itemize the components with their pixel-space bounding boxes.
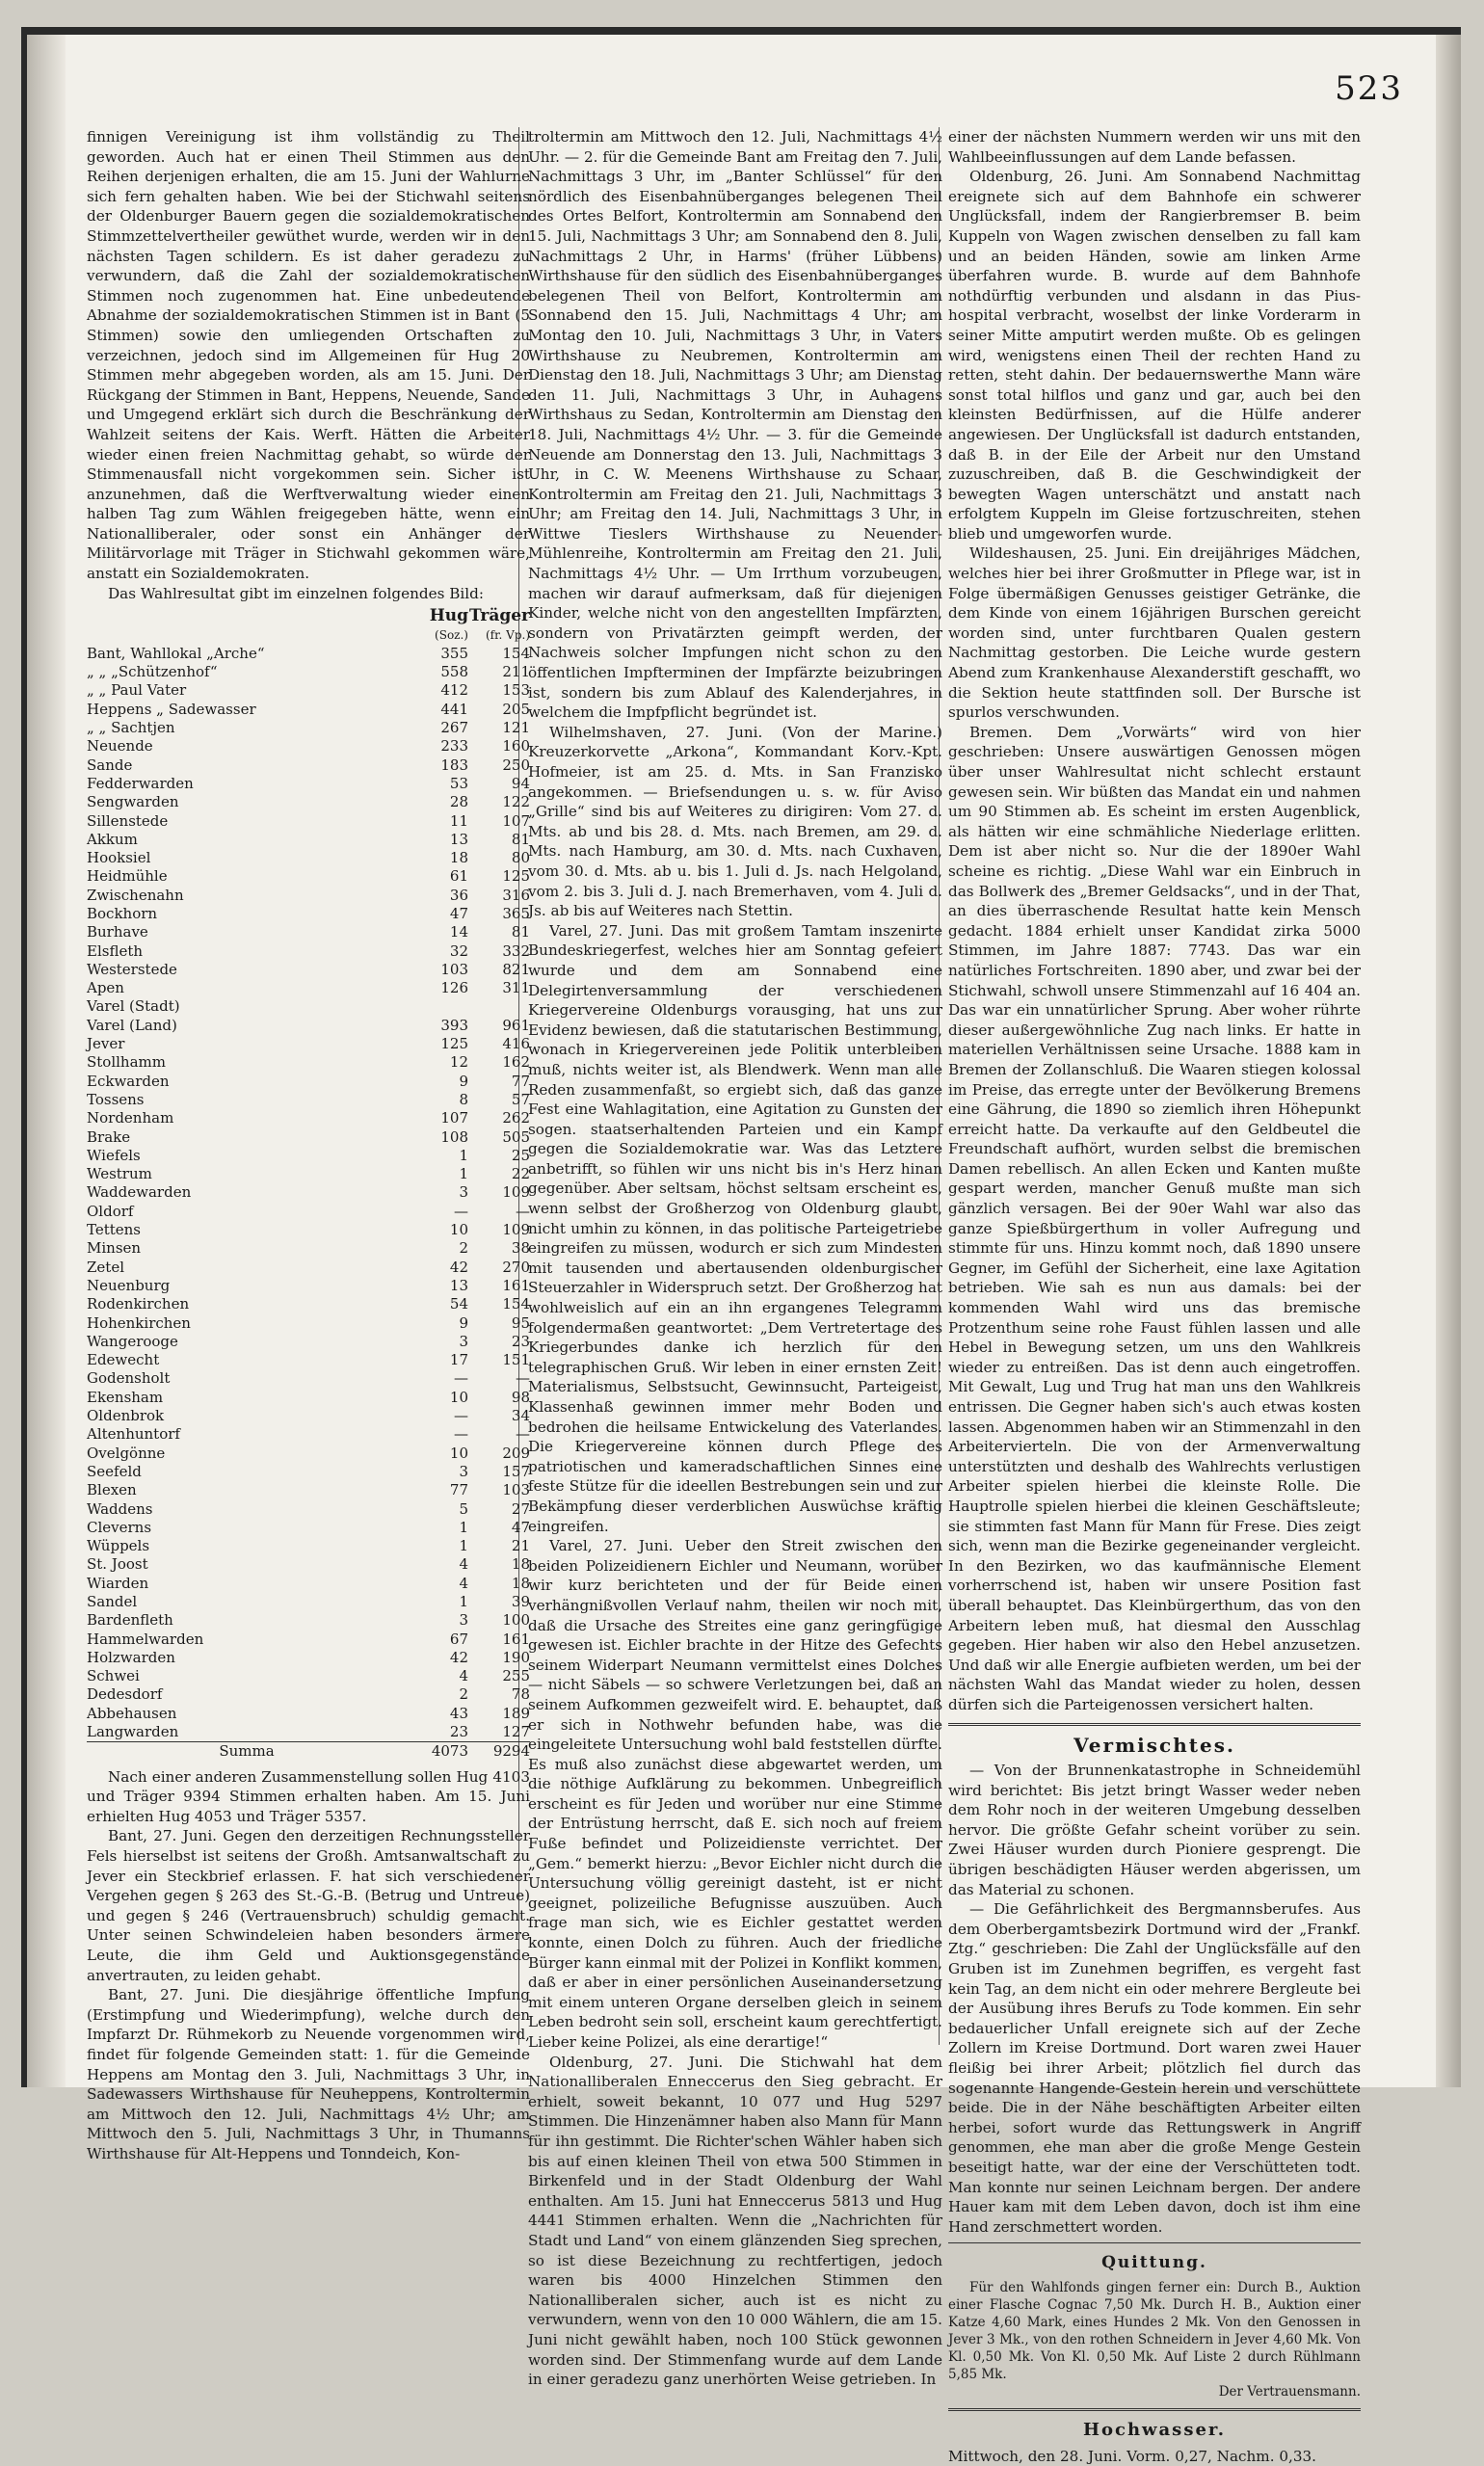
row-hug: 441 [440,700,468,718]
column-1 [87,127,530,2162]
row-hug: — [454,1369,468,1388]
table-row [87,1147,530,1165]
table-row [87,1351,530,1369]
section-divider [948,1723,1361,1726]
article-bergmann: — Die Gefährlichkeit des Bergmannsberufes. Aus dem Oberbergamtsbezirk Dortmund wird der „Frankf. Ztg.“ geschrieben: Die Zahl der Unglücksfälle auf den Gruben ist im Zunehmen begriffen, es vergeht fast kein Tag, an dem nicht ein oder mehrere Bergleute bei der Ausübung ihres Berufs zu Tode kommen. Ein sehr bedauerlicher Unfall ereignete sich auf der Zeche Zollern im Kreise Dortmund. Dort waren zwei Hauer fleißig bei ihrer Arbeit; plötzlich fiel durch das sogenannte Hangende-Gestein herein und verschüttete beide. Die in der Nähe beschäftigten Arbeiter eilten herbei, sofort wurde das Rettungswerk in Angriff genommen, ehe man aber die große Menge Gestein beseitigt hatte, war der eine der Verschütteten todt. Man konnte nur seinen Leichnam bergen. Der andere Hauer kam mit dem Leben davon, doch ist ihm eine Hand zerschmettert worden. [948,1900,1361,2236]
table-row [87,942,530,961]
table-row [87,1333,530,1351]
row-hug: 125 [440,1035,468,1053]
row-hug: 1 [459,1592,468,1610]
row-hug: — [454,1425,468,1444]
row-hug: 32 [449,941,468,960]
row-location: Varel (Stadt) [87,997,180,1016]
after-table-text: Nach einer anderen Zusammenstellung sollen Hug 4103 und Träger 9394 Stimmen erhalten haben. Am 15. Juni erhielten Hug 4053 und Träger 5357. [87,1767,530,1825]
col-traeger-sub: (fr. Vp.) [485,627,530,642]
row-traeger: 22 [511,1165,530,1183]
table-row [87,1631,530,1649]
table-row [87,1463,530,1481]
row-traeger: 57 [511,1090,530,1108]
table-row [87,923,530,941]
row-hug: 42 [449,1648,468,1666]
row-traeger: 255 [502,1667,530,1685]
row-location: Westrum [87,1165,152,1183]
table-row [87,1537,530,1555]
row-location: Apen [87,979,124,997]
row-hug: 107 [440,1109,468,1127]
row-hug: 67 [449,1630,468,1648]
row-location: Ovelgönne [87,1444,166,1462]
row-hug: 108 [440,1127,468,1146]
row-traeger: 154 [502,644,530,662]
row-location: Waddens [87,1499,153,1518]
row-traeger: 23 [511,1332,530,1350]
table-row [87,812,530,831]
row-traeger: 262 [502,1109,530,1127]
table-row [87,1500,530,1519]
table-row [87,1445,530,1463]
row-traeger: 821 [502,960,530,978]
row-location: Westerstede [87,960,177,978]
table-row [87,1017,530,1035]
row-location: Minsen [87,1239,142,1258]
table-row [87,1723,530,1742]
article-wildeshausen: Wildeshausen, 25. Juni. Ein dreijähriges Mädchen, welches hier bei ihrer Großmutter in Pflege war, ist in Folge übermäßigen Genusses geistiger Getränke, die dem Kinde von einem 16jährigen Burschen gereicht worden sind, unter furchtbaren Qualen gestern Nachmittag gestorben. Die Leiche wurde gestern Abend zum Krankenhause Alexanderstift geschafft, wo die Sektion heute stattfinden soll. Der Bursche ist spurlos verschwunden. [948,544,1361,722]
row-hug: — [454,1407,468,1425]
sum-row [87,1742,530,1762]
row-hug: 23 [449,1723,468,1741]
row-hug: 2 [459,1239,468,1258]
row-traeger: 109 [502,1221,530,1239]
row-traeger: 270 [502,1258,530,1276]
row-hug: — [454,1202,468,1220]
row-location: Godensholt [87,1369,171,1388]
table-row [87,1295,530,1313]
row-location: St. Joost [87,1555,148,1574]
table-row [87,849,530,867]
row-location: Jever [87,1035,125,1053]
row-traeger: 209 [502,1444,530,1462]
row-traeger: 38 [511,1239,530,1258]
row-traeger: 21 [511,1537,530,1555]
article-impfung-cont: troltermin am Mittwoch den 12. Juli, Nachmittags 4½ Uhr. — 2. für die Gemeinde Bant am Freitag den 7. Juli, Nachmittags 3 Uhr, im „Banter Schlüssel“ für den nördlich des Eisenbahnüberganges belegenen Theil des Ortes Belfort, Kontroltermin am Sonnabend den 15. Juli, Nachmittags 3 Uhr; am Sonnabend den 8. Juli, Nachmittags 2 Uhr, in Harms' (früher Lübbens) Wirthshause für den südlich des Eisenbahnüberganges belegenen Theil von Belfort, Kontroltermin am Sonnabend den 15. Juli, Nachmittags 4 Uhr; am Montag den 10. Juli, Nachmittags 3 Uhr, in Vaters Wirthshause zu Neubremen, Kontroltermin am Dienstag den 18. Juli, Nachmittags 3 Uhr; am Dienstag den 11. Juli, Nachmittags 3 Uhr, in Auhagens Wirthshaus zu Sedan, Kontroltermin am Dienstag den 18. Juli, Nachmittags 4½ Uhr. — 3. für die Gemeinde Neuende am Donnerstag den 13. Juli, Nachmittags 3 Uhr, in C. W. Meenens Wirthshause zu Schaar, Kontroltermin am Freitag den 21. Juli, Nachmittags 3 Uhr; am Freitag den 14. Juli, Nachmittags 3 Uhr, in Wittwe Tieslers Wirthshause zu Neuender-Mühlenreihe, Kontroltermin am Freitag den 21. Juli, Nachmittags 4½ Uhr. — Um Irrthum vorzubeugen, machen wir darauf aufmerksam, daß für diejenigen Kinder, welche nicht von den angestellten Impfärzten, sondern von Privatärzten geimpft werden, der Nachweis solcher Impfungen nicht schon zu den öffentlichen Impfterminen der Impfärzte beizubringen ist, sondern bis zum Ablauf des Kalenderjahres, in welchem die Impfpflicht begründet ist. [528,128,942,722]
row-location: „ „ „Schützenhof“ [87,663,218,681]
row-hug: 393 [440,1016,468,1034]
row-traeger: 157 [502,1462,530,1480]
row-location: Heppens „ Sadewasser [87,700,256,718]
row-location: Edewecht [87,1351,160,1369]
row-traeger: 160 [502,737,530,756]
row-hug: 3 [459,1183,468,1202]
row-traeger: — [516,1202,530,1220]
article-bremen: Bremen. Dem „Vorwärts“ wird von hier geschrieben: Unsere auswärtigen Genossen mögen über unser Wahlresultat nicht schlecht erstaunt gewesen sein. Wir büßten das Mandat ein und nahmen um 90 Stimmen ab. Es scheint im ersten Augenblick, als hätten wir eine schmähliche Niederlage erlitten. Dem ist aber nicht so. Nur die der 1890er Wahl scheine es richtig. „Diese Wahl war ein Einbruch in das Bollwerk des „Bremer Geldsacks“, und in der That, an dies überraschende Resultat hatte kein Mensch gedacht. 1884 erhielt unser Kandidat zirka 5000 Stimmen, im Jahre 1887: 7743. Das war ein natürliches Fortschreiten. 1890 aber, und zwar bei der Stichwahl, schwoll unsere Stimmenzahl auf 16 404 an. Das war ein unnatürlicher Sprung. Aber woher rührte dieser außergewöhnliche Zug nach links. Er hatte in materiellen Verhältnissen seine Ursache. 1888 kam in Bremen der Zollanschluß. Die Waaren stiegen kolossal im Preise, das erregte unter der Bevölkerung Bremens eine Gährung, die 1890 so ziemlich ihren Höhepunkt erreicht hatte. Da verkaufte auf den Geldbeutel die Freundschaft aufhört, wurden selbst die bremischen Damen rebellisch. An allen Ecken und Kanten mußte gespart werden, mancher Genuß mußte man sich gänzlich versagen. Bei der 90er Wahl war also das ganze Spießbürgerthum in voller Aufregung und stimmte für uns. Hinzu kommt noch, daß 1890 unsere Gegner, im Gefühl der Sicherheit, eine laxe Agitation betrieben. Wie sah es nun aus damals: bei der kommenden Wahl wird uns das bremische Protzenthum seine rohe Faust fühlen lassen und alle Hebel in Bewegung setzen, um uns den Wahlkreis wieder zu entreißen. Das ist denn auch eingetroffen. Mit Gewalt, Lug und Trug hat man uns den Wahlkreis entrissen. Die Gegner haben sich's auch etwas kosten lassen. Abgenommen haben wir an Stimmenzahl in den Arbeitervierteln. Die von der Armenverwaltung unterstützten und deshalb des Wahlrechts verlustigen Arbeiter spielen hierbei die kleinste Rolle. Die Hauptrolle spielen hierbei die kleinen Geschäftsleute; sie stimmten fast Mann für Mann für Frese. Dies zeigt sich, wenn man die Bezirke gegeneinander vergleicht. In den Bezirken, wo das kaufmännische Element vorherrschend ist, haben wir unsere Position fast überall behauptet. Das Kleinbürgerthum, das von den Arbeitern leben muß, hat diesmal den Ausschlag gegeben. Hier haben wir also den Hebel anzusetzen. Und daß wir alle Energie aufbieten werden, um bei der nächsten Wahl das Mandat wieder zu holen, dessen dürfen sich die Parteigenossen versichert halten. [948,723,1361,1713]
col-hug-header: Hug [429,606,468,626]
row-hug: 3 [459,1332,468,1350]
row-hug: 9 [459,1313,468,1332]
article-oldenburg-1: Oldenburg, 27. Juni. Die Stichwahl hat dem Nationalliberalen Enneccerus den Sieg gebracht. Er erhielt, soweit bekannt, 10 077 und Hug 5297 Stimmen. Die Hinzenämner haben also Mann für Mann für ihn gestimmt. Die Richter'schen Wähler haben sich bis auf einen kleinen Theil von etwa 500 Stimmen in Birkenfeld und in der Stadt Oldenburg der Wahl enthalten. Am 15. Juni hat Enneccerus 5813 und Hug 4441 Stimmen erhalten. Wenn die „Nachrichten für Stadt und Land“ von einem glänzenden Sieg sprechen, so ist diese Bezeichnung zu rechtfertigen, jedoch waren bis 4000 Hinzelchen Stimmen den Nationalliberalen sicher, auch ist es nicht zu verwundern, wenn von den 10 000 Wählern, die am 15. Juni nicht gewählt haben, noch 100 Stück gewonnen worden sind. Der Stimmenfang wurde auf dem Lande in einer geradezu ganz unerhörten Weise getrieben. In [528,2053,942,2389]
table-row [87,737,530,756]
table-row [87,1035,530,1053]
article-bant-2: Bant, 27. Juni. Die diesjährige öffentliche Impfung (Erstimpfung und Wiederimpfung), welche durch den Impfarzt Dr. Rühmekorb zu Neuende vorgenommen wird, findet für folgende Gemeinden statt: 1. für die Gemeinde Heppens am Montag den 3. Juli, Nachmittags 3 Uhr, in Sadewassers Wirthshause für Neuheppens, Kontroltermin am Mittwoch den 12. Juli, Nachmittags 4½ Uhr; am Mittwoch den 5. Juli, Nachmittags 3 Uhr, in Thumanns Wirthshause für Alt-Heppens und Tonndeich, Kon- [87,1986,530,2162]
row-traeger: 154 [502,1295,530,1313]
article-oldenburg-2: Oldenburg, 26. Juni. Am Sonnabend Nachmittag ereignete sich auf dem Bahnhofe ein schwerer Unglücksfall, indem der Rangierbremser B. beim Kuppeln von Wagen zwischen denselben zu fall kam und an beiden Händen, sowie am linken Arme überfahren wurde. B. wurde auf dem Bahnhofe nothdürftig verbunden und alsdann in das Pius-hospital verbracht, woselbst der linke Vorderarm in seiner Mitte amputirt werden mußte. Ob es gelingen wird, wenigstens einen Theil der rechten Hand zu retten, steht dahin. Der bedauernswerthe Mann wäre sonst total hilflos und ganz und gar, auch bei den kleinsten Bedürfnissen, auf die Hülfe anderer angewiesen. Der Unglücksfall ist dadurch entstanden, daß B. in der Eile der Arbeit nur den Umstand zuzuschreiben, daß B. die Geschwindigkeit der bewegten Wagen unterschätzt und anstatt nach erfolgtem Kuppeln im Gleise fortzuschreiten, stehen blieb und umgeworfen wurde. [948,168,1361,543]
article-wahl-cont: einer der nächsten Nummern werden wir uns mit den Wahlbeeinflussungen auf dem Lande befassen. [948,128,1361,166]
row-traeger: 316 [502,886,530,904]
row-location: Altenhuntorf [87,1425,180,1444]
table-intro: Das Wahlresultat gibt im einzelnen folgendes Bild: [108,584,484,602]
row-hug: 28 [449,793,468,811]
table-row [87,1128,530,1147]
row-traeger: 365 [502,905,530,922]
row-location: Neuende [87,737,153,756]
table-row [87,1593,530,1611]
row-hug: 1 [459,1146,468,1164]
table-row [87,1277,530,1295]
table-row [87,775,530,793]
table-row [87,1314,530,1333]
row-hug: 10 [449,1388,468,1406]
table-row [87,1091,530,1109]
table-row [87,1575,530,1593]
row-location: Heidmühle [87,867,168,886]
page-edge [1436,35,1461,2087]
table-row [87,1555,530,1574]
newspaper-page [21,27,1461,2465]
row-hug: 4 [459,1667,468,1685]
table-row [87,867,530,886]
row-traeger: 125 [502,867,530,886]
row-location: Waddewarden [87,1183,192,1202]
hochwasser-text: Mittwoch, den 28. Juni. Vorm. 0,27, Nachm. 0,33. [948,2447,1317,2465]
table-row [87,645,530,663]
row-traeger: 81 [511,923,530,941]
row-hug: 412 [440,681,468,700]
row-traeger: 205 [502,700,530,718]
row-traeger: — [516,1425,530,1444]
table-row [87,756,530,775]
row-traeger: 103 [502,1481,530,1499]
table-row [87,1425,530,1444]
row-traeger: 122 [502,793,530,811]
row-location: Sandel [87,1592,138,1610]
row-hug: 233 [440,737,468,756]
row-location: Tettens [87,1221,142,1239]
row-location: „ „ Paul Vater [87,681,187,700]
table-row [87,831,530,849]
hochwasser-heading: Hochwasser. [1082,2419,1227,2440]
table-row [87,663,530,681]
row-traeger: 190 [502,1648,530,1666]
row-traeger: 39 [511,1592,530,1610]
quittung-signature: Der Vertrauensmann. [1218,2383,1361,2400]
table-row [87,887,530,905]
table-row [87,1165,530,1183]
row-traeger: 127 [502,1723,530,1741]
row-traeger: 332 [502,941,530,960]
row-hug: 10 [449,1444,468,1462]
column-2 [528,127,942,2389]
table-row [87,681,530,700]
row-location: Oldenbrok [87,1407,165,1425]
row-hug: 4 [459,1555,468,1574]
row-hug: 13 [449,1276,468,1294]
row-traeger: 109 [502,1183,530,1202]
row-traeger: 162 [502,1053,530,1072]
table-row [87,701,530,719]
quittung-heading: Quittung. [1101,2253,1207,2273]
page-number: 523 [1335,69,1403,108]
row-location: Burhave [87,923,148,941]
row-traeger: 505 [502,1127,530,1146]
table-row [87,719,530,737]
row-traeger: 98 [511,1388,530,1406]
row-location: Hammelwarden [87,1630,204,1648]
election-results-table [87,607,530,1761]
row-location: Elsfleth [87,941,144,960]
row-hug: 1 [459,1165,468,1183]
row-traeger: 81 [511,830,530,848]
row-location: Blexen [87,1481,137,1499]
row-traeger: 78 [511,1685,530,1704]
row-location: Eckwarden [87,1072,170,1090]
table-row [87,1369,530,1388]
row-hug: 103 [440,960,468,978]
row-traeger: 161 [502,1630,530,1648]
row-traeger [468,997,530,1016]
row-hug: 3 [459,1611,468,1630]
row-traeger: 161 [502,1276,530,1294]
row-traeger: 189 [502,1704,530,1722]
row-hug: 3 [459,1462,468,1480]
quittung-divider [948,2242,1361,2243]
col-traeger-header: Träger [468,606,530,626]
row-hug: 77 [449,1481,468,1499]
col-hug-sub: (Soz.) [435,627,468,642]
row-location: Fedderwarden [87,774,194,792]
row-location: Bockhorn [87,905,158,922]
row-hug: 14 [449,923,468,941]
row-traeger: 34 [511,1407,530,1425]
table-row [87,1073,530,1091]
row-location: Zwischenahn [87,886,184,904]
row-location: Wiarden [87,1574,149,1592]
row-location: Ekensham [87,1388,164,1406]
table-row [87,1053,530,1072]
column-3 [948,127,1361,2465]
row-location: Abbehausen [87,1704,177,1722]
row-location: Dedesdorf [87,1685,163,1704]
row-hug: 53 [449,774,468,792]
table-row [87,1649,530,1667]
row-traeger: 77 [511,1072,530,1090]
row-traeger: 961 [502,1016,530,1034]
article-schneidemuehl: — Von der Brunnenkatastrophe in Schneidemühl wird berichtet: Bis jetzt bringt Wasser weder neben dem Rohr noch in der weiteren Umgebung desselben hervor. Die größte Gefahr scheint vorüber zu sein. Zwei Häuser wurden durch Pioniere gesprengt. Die übrigen beschädigten Häuser werden abgerissen, um das Material zu schonen. [948,1762,1361,1898]
row-location: Sande [87,756,133,774]
row-location: Hooksiel [87,849,151,867]
row-traeger: 94 [511,774,530,792]
table-row [87,1667,530,1685]
row-location: Wangerooge [87,1332,178,1350]
row-traeger: 151 [502,1351,530,1369]
article-wilhelmshaven: Wilhelmshaven, 27. Juni. (Von der Marine.) Kreuzerkorvette „Arkona“, Kommandant Korv.-Kpt. Hofmeier, ist am 25. d. Mts. in San Franzisko angekommen. — Briefsendungen u. s. w. für Aviso „Grille“ sind bis auf Weiteres zu dirigiren: Vom 27. d. Mts. ab und bis 28. d. Mts. nach Bremen, am 29. d. Mts. nach Hamburg, am 30. d. Mts. nach Cuxhaven, vom 30. d. Mts. ab u. bis 1. Juli d. Js. nach Helgoland, vom 2. bis 3. Juli d. J. nach Bremerhaven, vom 4. Juli d. Js. ab bis auf Weiteres nach Stettin. [528,723,942,920]
row-hug [407,997,468,1016]
table-row [87,1481,530,1499]
row-traeger: 27 [511,1499,530,1518]
row-hug: 1 [459,1518,468,1536]
row-hug: 267 [440,719,468,737]
table-row [87,1685,530,1704]
row-hug: 126 [440,979,468,997]
table-row [87,1259,530,1277]
table-row [87,905,530,923]
row-hug: 8 [459,1090,468,1108]
row-traeger: 153 [502,681,530,700]
row-hug: 47 [449,905,468,922]
election-results-body [87,645,530,1742]
row-hug: 9 [459,1072,468,1090]
row-location: Wiefels [87,1146,141,1164]
row-hug: 17 [449,1351,468,1369]
table-row [87,1705,530,1723]
row-hug: 61 [449,867,468,886]
row-traeger: 250 [502,756,530,774]
row-traeger: 18 [511,1574,530,1592]
row-traeger: 18 [511,1555,530,1574]
table-row [87,1183,530,1202]
row-location: „ „ Sachtjen [87,719,175,737]
row-location: Rodenkirchen [87,1295,190,1313]
table-row [87,1611,530,1630]
table-row [87,1519,530,1537]
table-row [87,1203,530,1221]
row-hug: 558 [440,663,468,681]
row-location: Schwei [87,1667,140,1685]
sum-traeger: 9294 [468,1742,530,1762]
row-location: Langwarden [87,1723,179,1741]
row-hug: 36 [449,886,468,904]
row-location: Akkum [87,830,138,848]
row-traeger: 95 [511,1313,530,1332]
row-location: Hohenkirchen [87,1313,191,1332]
row-traeger: 80 [511,849,530,867]
row-traeger: 121 [502,719,530,737]
vermischtes-heading: Vermischtes. [1073,1733,1235,1757]
row-hug: 42 [449,1258,468,1276]
table-row [87,1109,530,1127]
row-traeger: 311 [502,979,530,997]
row-traeger: 100 [502,1611,530,1630]
row-location: Tossens [87,1090,145,1108]
row-traeger: 107 [502,811,530,830]
table-row [87,793,530,811]
row-hug: 10 [449,1221,468,1239]
row-hug: 13 [449,830,468,848]
hochwasser-divider [948,2408,1361,2411]
article-bant-1: Bant, 27. Juni. Gegen den derzeitigen Rechnungssteller Fels hierselbst ist seitens der Großh. Amtsanwaltschaft zu Jever ein Steckbrief erlassen. F. hat sich verschiedener Vergehen gegen § 263 des St.-G.-B. (Betrug und Untreue) und gegen § 246 (Vertrauensbruch) schuldig gemacht. Unter seinen Schwindeleien haben besonders ärmere Leute, die ihm Geld und Auktionsgegenstände anvertrauten, zu leiden gehabt. [87,1827,530,1984]
row-hug: 5 [459,1499,468,1518]
row-location: Oldorf [87,1202,134,1220]
row-traeger: — [516,1369,530,1388]
row-hug: 43 [449,1704,468,1722]
row-hug: 12 [449,1053,468,1072]
row-traeger: 47 [511,1518,530,1536]
quittung-text: Für den Wahlfonds gingen ferner ein: Durch B., Auktion einer Flasche Cognac 7,50 Mk. Durch H. B., Auktion einer Katze 4,60 Mark, eines Hundes 2 Mk. Von den Genossen in Jever 3 Mk., von den rothen Schneidern in Jever 4,60 Mk. Von Kl. 0,50 Mk. Von Kl. 0,50 Mk. Auf Liste 2 durch Rühlmann 5,85 Mk. [948,2279,1361,2382]
row-location: Nordenham [87,1109,174,1127]
row-hug: 54 [449,1295,468,1313]
row-location: Wüppels [87,1537,150,1555]
table-row [87,979,530,997]
sum-label: Summa [87,1742,407,1762]
article-intro: finnigen Vereinigung ist ihm vollständig zu Theil geworden. Auch hat er einen Theil Stimmen aus den Reihen derjenigen erhalten, die am 15. Juni der Wahlurne sich fern gehalten haben. Wie bei der Stichwahl seitens der Oldenburger Bauern gegen die sozialdemokratischen Stimmzettelvertheiler gewüthet wurde, werden wir in den nächsten Tagen schildern. Es ist daher geradezu zu verwundern, daß die Zahl der sozialdemokratischen Stimmen noch zugenommen hat. Eine unbedeutende Abnahme der sozialdemokratischen Stimmen ist in Bant (5 Stimmen) sowie den umliegenden Ortschaften zu verzeichnen, jedoch sind im Allgemeinen für Hug 20 Stimmen mehr abgegeben worden, als am 15. Juni. Der Rückgang der Stimmen in Bant, Heppens, Neuende, Sande und Umgegend erklärt sich durch die Beschränkung der Wahlzeit seitens der Kais. Werft. Hätten die Arbeiter wieder einen freien Nachmittag gehabt, so würde der Stimmenausfall nicht vorgekommen sein. Sicher ist anzunehmen, daß die Werftverwaltung wieder einen halben Tag zum Wählen freigegeben hätte, wenn ein Nationalliberaler, oder sonst ein Anhänger der Militärvorlage mit Träger in Stichwahl gekommen wäre, anstatt ein Sozialdemokraten. [87,128,530,583]
row-traeger: 416 [502,1035,530,1053]
row-hug: 1 [459,1537,468,1555]
table-row [87,1239,530,1258]
table-row [87,1407,530,1425]
table-row [87,997,530,1016]
row-hug: 18 [449,849,468,867]
table-row [87,1221,530,1239]
article-varel-1: Varel, 27. Juni. Das mit großem Tamtam inszenirte Bundeskriegerfest, welches hier am Sonntag gefeiert wurde und dem am Sonnabend eine Delegirtenversammlung der verschiedenen Kriegervereine Oldenburgs vorausging, hat uns zur Evidenz bewiesen, daß die statutarischen Bestimmung, wonach in Kriegervereinen jede Politik unterbleiben muß, nichts weiter ist, als Blendwerk. Wenn man alle Reden zusammenfaßt, so ergiebt sich, daß das ganze Fest eine Wahlagitation, eine Agitation zu Gunsten der sogen. staatserhaltenden Parteien und ein Kampf gegen die Sozialdemokratie war. Was das Letztere anbetrifft, so fühlen wir uns nicht bis in's Herz hinan gegenüber. Aber seltsam, höchst seltsam erscheint es, wenn selbst der Großherzog von Oldenburg glaubt, nicht umhin zu können, in das politische Parteigetriebe eingreifen zu müssen, wodurch er sich zum Mindesten mit tausenden und abertausenden oldenburgischer Steuerzahler in Widerspruch setzt. Der Großherzog hat wohlweislich auf ein an ihn ergangenes Telegramm folgendermaßen geantwortet: „Dem Vertretertage des Kriegerbundes danke ich herzlich für den telegraphischen Gruß. Wir leben in einer ernsten Zeit! Materialismus, Selbstsucht, Gewinnsucht, Parteigeist, Klassenhaß gewinnen immer mehr Boden und bedrohen die heilsame Entwickelung des Vaterlandes. Die Kriegervereine können durch Pflege des patriotischen und kameradschaftlichen Sinnes eine feste Stütze für die ideellen Bestrebungen sein und zur Bekämpfung dieser verderblichen Auswüchse kräftig eingreifen. [528,921,942,1535]
row-location: Neuenburg [87,1276,171,1294]
row-hug: 2 [459,1685,468,1704]
row-hug: 4 [459,1574,468,1592]
table-row [87,1389,530,1407]
row-location: Bant, Wahllokal „Arche“ [87,644,265,662]
row-traeger: 25 [511,1146,530,1164]
row-hug: 355 [440,644,468,662]
row-location: Sengwarden [87,793,179,811]
row-hug: 183 [440,756,468,774]
row-location: Zetel [87,1258,125,1276]
table-row [87,961,530,979]
row-location: Holzwarden [87,1648,175,1666]
row-hug: 11 [449,811,468,830]
row-location: Varel (Land) [87,1016,177,1034]
page-binding-shadow [27,35,66,2087]
row-location: Stollhamm [87,1053,166,1072]
row-traeger: 211 [502,663,530,681]
row-location: Sillenstede [87,811,169,830]
sum-hug: 4073 [407,1742,468,1762]
row-location: Cleverns [87,1518,152,1536]
row-location: Seefeld [87,1462,142,1480]
article-varel-2: Varel, 27. Juni. Ueber den Streit zwischen den beiden Polizeidienern Eichler und Neumann, worüber wir kurz berichteten und der für Beide einen verhängnißvollen Verlauf nahm, theilen wir noch mit, daß die Ursache des Streites eine ganz geringfügige gewesen ist. Eichler brachte in der Hitze des Gefechts seinem Widerpart Neumann vermittelst eines Dolches — nicht Säbels — so schwere Verletzungen bei, daß an seinem Aufkommen gezweifelt wird. E. behauptet, daß er sich in Nothwehr befunden habe, was die eingeleitete Untersuchung wohl bald feststellen dürfte. Es muß also zunächst diese abgewartet werden, um die nöthige Aufklärung zu bekommen. Unbegreiflich erscheint es für Jeden und worüber nur eine Stimme der Entrüstung herrscht, daß E. sich noch auf freiem Fuße befindet und Polizeidienste verrichtet. Der „Gem.“ bemerkt hierzu: „Bevor Eichler nicht durch die Untersuchung völlig gereinigt dasteht, ist er nicht geeignet, polizeiliche Befugnisse auszuüben. Auch frage man sich, wie es Eichler gestattet werden konnte, einen Dolch zu führen. Auch der friedliche Bürger kann einmal mit der Polizei in Konflikt kommen, daß er aber in einer persönlichen Auseinandersetzung mit einem unteren Organe derselben gleich in seinem Leben bedroht sein soll, erscheint kaum gerechtfertigt. Lieber keine Polizei, als eine derartige!“ [528,1537,942,2051]
row-location: Brake [87,1127,131,1146]
row-location: Bardenfleth [87,1611,173,1630]
